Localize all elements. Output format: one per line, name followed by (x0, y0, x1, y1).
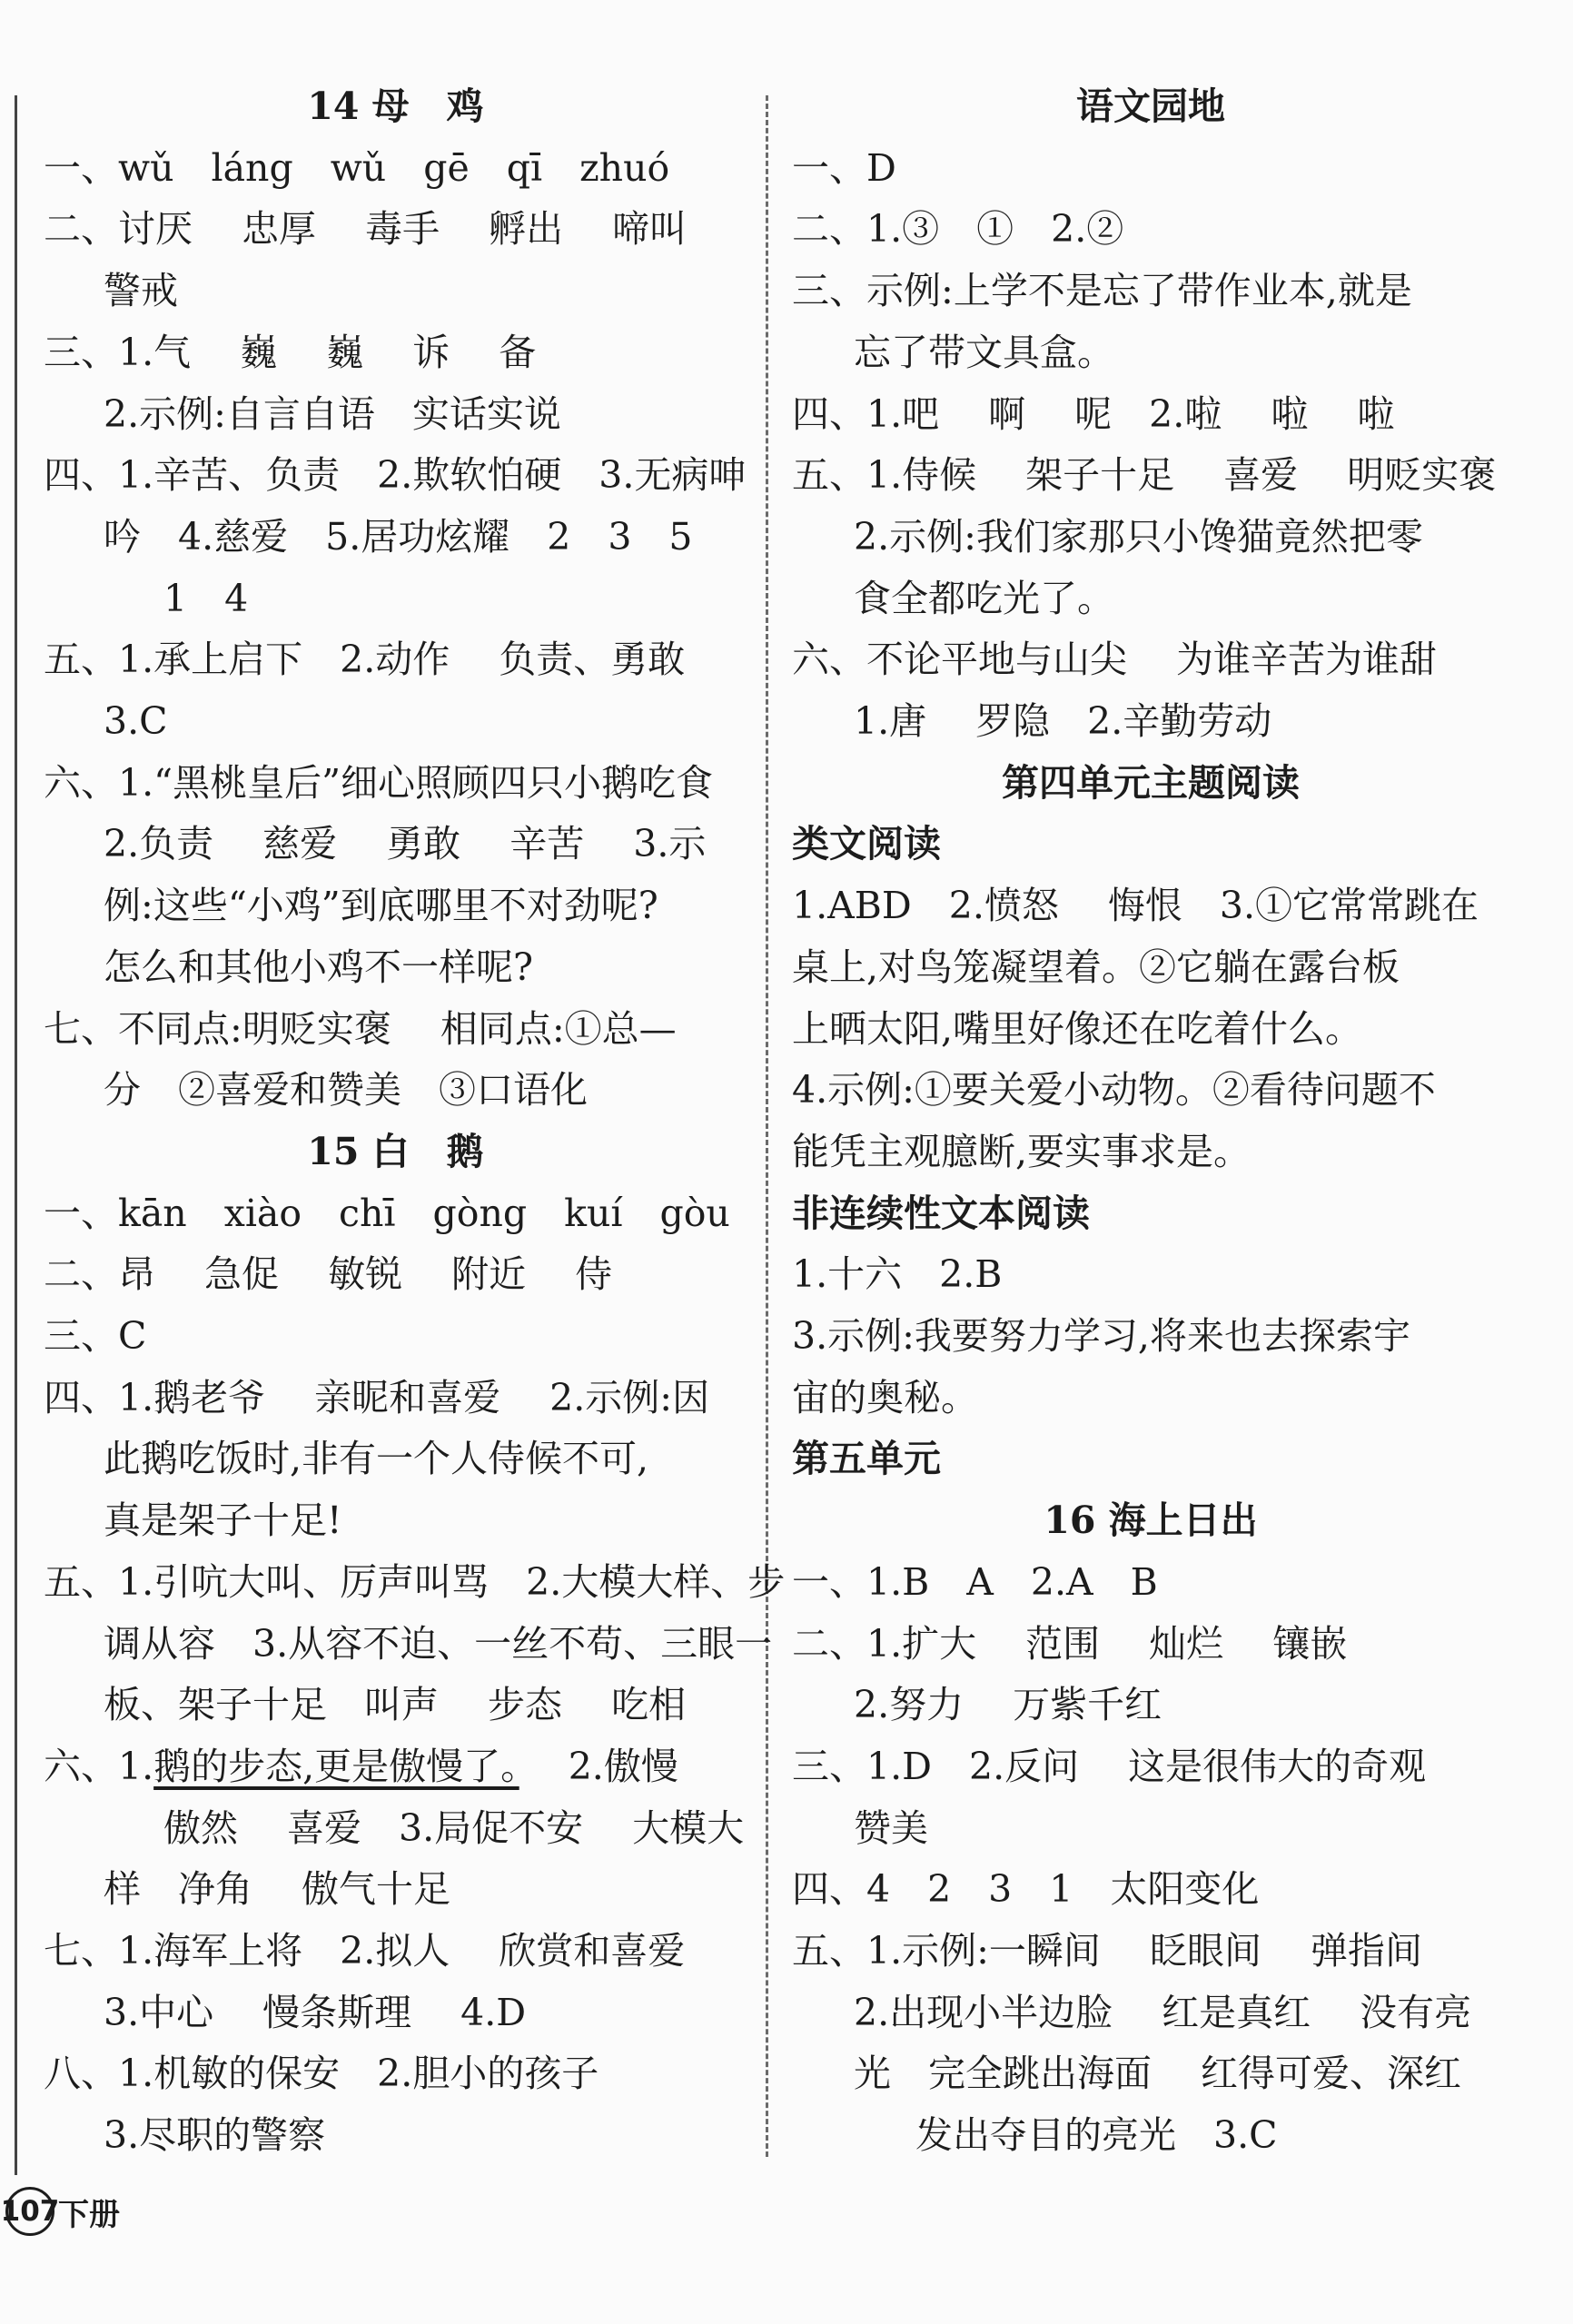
answer-line: 1.十六 2.B (792, 1252, 1003, 1297)
section-heading: 第五单元 (792, 1437, 941, 1481)
answer-line: 五、1.示例:一瞬间 眨眼间 弹指间 (792, 1929, 1422, 1973)
answer-line: 赞美 (854, 1805, 928, 1850)
answer-prefix: 六、1. (44, 1744, 154, 1788)
answer-line: 2.示例:我们家那只小馋猫竟然把零 (854, 514, 1423, 559)
answer-line: 真是架子十足! (104, 1498, 342, 1543)
answer-line: 四、1.吧 啊 呢 2.啦 啦 啦 (792, 391, 1395, 436)
answer-line: 此鹅吃饭时,非有一个人侍候不可, (104, 1437, 649, 1481)
answer-line: 警戒 (104, 269, 178, 313)
answer-line: 一、kān xiào chī gòng kuí gòu (44, 1191, 730, 1235)
answer-line: 板、架子十足 叫声 步态 吃相 (104, 1683, 687, 1727)
answer-line: 四、1.鹅老爷 亲昵和喜爱 2.示例:因 (44, 1375, 710, 1419)
left-margin-rule (15, 95, 17, 2175)
answer-line: 1.唐 罗隐 2.辛勤劳动 (854, 699, 1272, 743)
answer-line: 二、讨厌 忠厚 毒手 孵出 啼叫 (44, 207, 688, 252)
answer-line: 三、1.气 巍 巍 诉 备 (44, 330, 537, 374)
answer-line: 4.示例:①要关爱小动物。②看待问题不 (792, 1068, 1436, 1113)
answer-line: 吟 4.慈爱 5.居功炫耀 2 3 5 (104, 514, 693, 559)
answer-line: 1 4 (163, 576, 249, 620)
answer-line: 忘了带文具盒。 (854, 330, 1114, 374)
answer-line: 食全都吃光了。 (854, 576, 1114, 620)
answer-line: 六、1.“黑桃皇后”细心照顾四只小鹅吃食 (44, 760, 714, 805)
section-title: 15 白 鹅 (307, 1129, 484, 1173)
answer-line: 一、D (792, 145, 896, 190)
answer-line: 宙的奥秘。 (792, 1375, 978, 1419)
section-heading: 非连续性文本阅读 (792, 1191, 1090, 1235)
answer-line: 八、1.机敏的保安 2.胆小的孩子 (44, 2052, 599, 2096)
answer-line: 桌上,对鸟笼凝望着。②它躺在露台板 (792, 944, 1400, 989)
section-title: 14 母 鸡 (307, 84, 484, 128)
answer-line: 2.负责 慈爱 勇敢 辛苦 3.示 (104, 822, 707, 866)
answer-line: 三、1.D 2.反问 这是很伟大的奇观 (792, 1744, 1427, 1788)
section-title: 16 海上日出 (1044, 1498, 1258, 1543)
answer-line: 二、1.③ ① 2.② (792, 207, 1124, 252)
answer-line: 三、C (44, 1314, 147, 1358)
answer-line: 3.C (104, 699, 168, 743)
answer-line: 3.尽职的警察 (104, 2113, 326, 2158)
answer-line: 光 完全跳出海面 红得可爱、深红 (854, 2052, 1462, 2096)
answer-line: 例:这些“小鸡”到底哪里不对劲呢? (104, 884, 658, 928)
answer-line: 3.中心 慢条斯理 4.D (104, 1990, 527, 2034)
section-title: 语文园地 (1076, 84, 1225, 128)
volume-label: 下册 (58, 2196, 120, 2233)
answer-suffix: 2.傲慢 (519, 1744, 678, 1788)
answer-line: 一、wǔ láng wǔ gē qī zhuó (44, 145, 670, 190)
answer-line: 2.出现小半边脸 红是真红 没有亮 (854, 1990, 1472, 2034)
answer-line: 上晒太阳,嘴里好像还在吃着什么。 (792, 1006, 1363, 1051)
answer-line: 二、1.扩大 范围 灿烂 镶嵌 (792, 1621, 1348, 1666)
page-footer (0, 2187, 120, 2236)
section-title: 第四单元主题阅读 (1002, 760, 1300, 805)
underlined-answer: 鹅的步态,更是傲慢了。 (153, 1744, 519, 1788)
page-number: 107 (5, 2187, 54, 2236)
answer-line: 1.ABD 2.愤怒 悔恨 3.①它常常跳在 (792, 884, 1479, 928)
answer-line: 四、4 2 3 1 太阳变化 (792, 1867, 1260, 1912)
answer-line: 2.示例:自言自语 实话实说 (104, 391, 561, 436)
section-heading: 类文阅读 (792, 822, 941, 866)
answer-line: 怎么和其他小鸡不一样呢? (104, 944, 533, 989)
answer-line: 五、1.侍候 架子十足 喜爱 明贬实褒 (792, 453, 1497, 498)
answer-line (44, 1740, 678, 1793)
column-divider (766, 95, 768, 2157)
answer-line: 五、1.承上启下 2.动作 负责、勇敢 (44, 638, 686, 682)
answer-line: 能凭主观臆断,要实事求是。 (792, 1129, 1251, 1173)
answer-line: 2.努力 万紫千红 (854, 1683, 1162, 1727)
answer-line: 七、不同点:明贬实褒 相同点:①总— (44, 1006, 677, 1051)
answer-line: 四、1.辛苦、负责 2.欺软怕硬 3.无病呻 (44, 453, 747, 498)
answer-line: 一、1.B A 2.A B (792, 1559, 1158, 1604)
answer-line: 六、不论平地与山尖 为谁辛苦为谁甜 (792, 638, 1438, 682)
answer-line: 发出夺目的亮光 3.C (915, 2113, 1278, 2158)
answer-line: 调从容 3.从容不迫、一丝不苟、三眼一 (104, 1621, 773, 1666)
answer-line: 五、1.引吭大叫、厉声叫骂 2.大模大样、步 (44, 1559, 786, 1604)
answer-line: 三、示例:上学不是忘了带作业本,就是 (792, 269, 1412, 313)
answer-line: 七、1.海军上将 2.拟人 欣赏和喜爱 (44, 1929, 686, 1973)
answer-line: 二、昂 急促 敏锐 附近 侍 (44, 1252, 613, 1297)
answer-line: 傲然 喜爱 3.局促不安 大模大 (163, 1805, 745, 1850)
answer-line: 样 净角 傲气十足 (104, 1867, 451, 1912)
answer-line: 分 ②喜爱和赞美 ③口语化 (104, 1068, 588, 1113)
answer-line: 3.示例:我要努力学习,将来也去探索宇 (792, 1314, 1410, 1358)
